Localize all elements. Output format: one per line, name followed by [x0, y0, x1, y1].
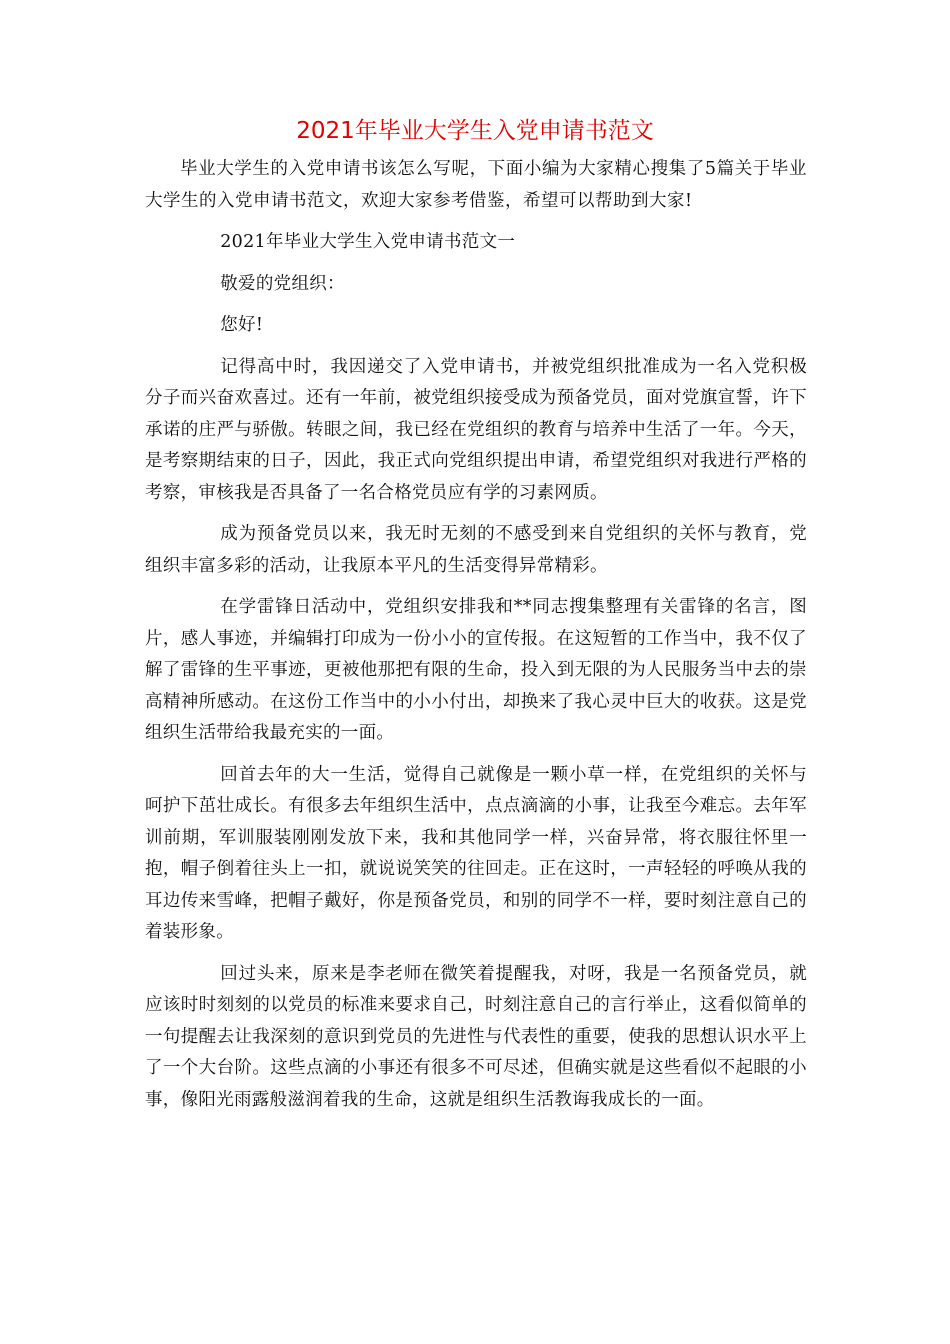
section-subtitle: 2021年毕业大学生入党申请书范文一: [220, 232, 516, 252]
body-paragraph-1: 记得高中时，我因递交了入党申请书，并被党组织批准成为一名入党积极分子而兴奋欢喜过。还有一年前，被党组织接受成为预备党员，面对党旗宣誓，许下承诺的庄严与骄傲。转眼之间，我已经在党组织的教育与培养中生活了一年。今天，是考察期结束的日子，因此，我正式向党组织提出申请，希望党组织对我进行严格的考察，审核我是否具备了一名合格党员应有学的习素网质。: [145, 356, 807, 503]
body-paragraph-4: 回首去年的大一生活，觉得自己就像是一颗小草一样，在党组织的关怀与呵护下茁壮成长。有很多去年组织生活中，点点滴滴的小事，让我至今难忘。去年军训前期，军训服装刚刚发放下来，我和其他同学一样，兴奋异常，将衣服往怀里一抱，帽子倒着往头上一扣，就说说笑笑的往回走。正在这时，一声轻轻的呼唤从我的耳边传来雪峰，把帽子戴好，你是预备党员，和别的同学不一样，要时刻注意自己的着装形象。: [145, 764, 807, 942]
salutation: 敬爱的党组织：: [220, 273, 345, 294]
body-paragraph-5: 回过头来，原来是李老师在微笑着提醒我，对呀，我是一名预备党员，就应该时时刻刻的以党员的标准来要求自己，时刻注意自己的言行举止，这看似简单的一句提醒去让我深刻的意识到党员的先进性与代表性的重要，使我的思想认识水平上了一个大台阶。这些点滴的小事还有很多不可尽述，但确实就是这些看似不起眼的小事，像阳光雨露般滋润着我的生命，这就是组织生活教诲我成长的一面。: [145, 963, 807, 1110]
body-paragraph-3: 在学雷锋日活动中，党组织安排我和**同志搜集整理有关雷锋的名言，图片，感人事迹，并编辑打印成为一份小小的宣传报。在这短暂的工作当中，我不仅了解了雷锋的生平事迹，更被他那把有限的生命，投入到无限的为人民服务当中去的崇高精神所感动。在这份工作当中的小小付出，却换来了我心灵中巨大的收获。这是党组织生活带给我最充实的一面。: [145, 597, 807, 743]
intro-paragraph: 毕业大学生的入党申请书该怎么写呢，下面小编为大家精心搜集了5篇关于毕业大学生的入党申请书范文，欢迎大家参考借鉴，希望可以帮助到大家!: [145, 159, 807, 211]
document-body: [145, 154, 807, 1116]
document-title: 2021年毕业大学生入党申请书范文: [296, 118, 654, 144]
greeting: 您好!: [220, 315, 264, 335]
body-paragraph-2: 成为预备党员以来，我无时无刻的不感受到来自党组织的关怀与教育，党组织丰富多彩的活动，让我原本平凡的生活变得异常精彩。: [145, 524, 807, 576]
